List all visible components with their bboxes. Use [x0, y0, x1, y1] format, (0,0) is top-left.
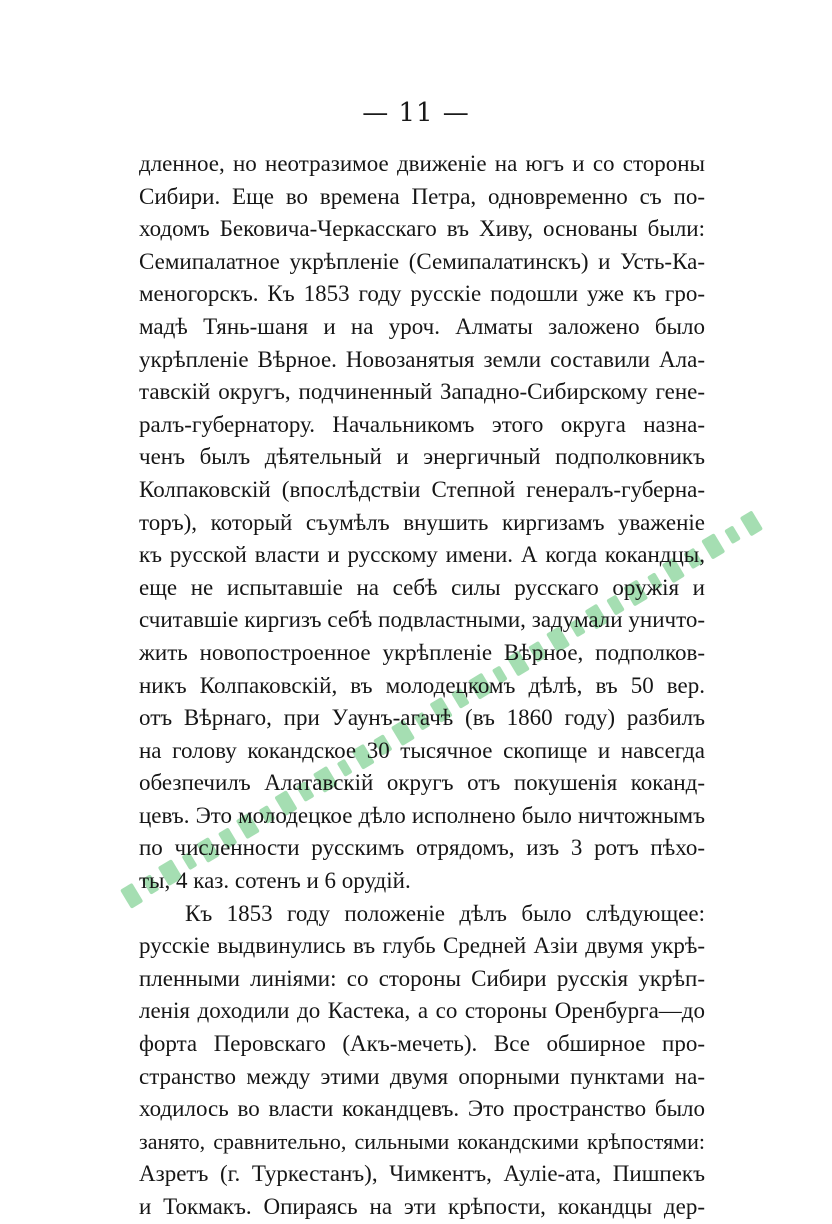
- page-number: — 11 —: [362, 98, 470, 128]
- text-line: ты, 4 каз. сотенъ и 6 орудій.: [139, 868, 411, 894]
- text-line: укрѣпленіе Вѣрное. Новозанятыя земли составили Ала-: [139, 346, 705, 372]
- text-line: мадѣ Тянь-шаня и на уроч. Алматы заложено было: [139, 313, 705, 339]
- text-line: къ русской власти и русскому имени. А когда кокандцы,: [139, 542, 705, 568]
- paragraph-2: [139, 898, 705, 1224]
- text-line: обезпечилъ Алатавскій округъ отъ покушенія коканд-: [139, 770, 705, 796]
- text-line: меногорскъ. Къ 1853 году русскіе подошли уже къ гро-: [139, 281, 705, 307]
- text-line: Семипалатное укрѣпленіе (Семипалатинскъ) и Усть-Ка-: [139, 248, 705, 274]
- body-text: [139, 148, 705, 1224]
- text-line: ченъ былъ дѣятельный и энергичный подполковникъ: [139, 444, 705, 470]
- text-line: торъ), который съумѣлъ внушить киргизамъ уваженіе: [139, 509, 705, 535]
- text-line: странство между этими двумя опорными пунктами на-: [139, 1063, 705, 1089]
- text-line: отъ Вѣрнаго, при Уаунъ-агачѣ (въ 1860 году) разбилъ: [139, 705, 705, 731]
- text-line: никъ Колпаковскій, въ молодецкомъ дѣлѣ, въ 50 вер.: [139, 672, 705, 698]
- text-line: ралъ-губернатору. Начальникомъ этого округа назна-: [139, 411, 705, 437]
- text-line: ленія доходили до Кастека, а со стороны Оренбурга—до: [139, 998, 705, 1024]
- text-line: по численности русскимъ отрядомъ, изъ 3 ротъ пѣхо-: [139, 835, 705, 861]
- text-line: еще не испытавшіе на себѣ силы русскаго оружія и: [139, 574, 705, 600]
- text-line: и Токмакъ. Опираясь на эти крѣпости, кокандцы дер-: [139, 1194, 705, 1219]
- text-line: пленными линіями: со стороны Сибири русскія укрѣп-: [139, 965, 705, 991]
- text-line: форта Перовскаго (Акъ-мечеть). Все обширное про-: [139, 1031, 705, 1057]
- text-line: Сибири. Еще во времена Петра, одновременно съ по-: [139, 183, 705, 209]
- text-line: дленное, но неотразимое движеніе на югъ и со стороны: [139, 151, 705, 176]
- text-line: русскіе выдвинулись въ глубь Средней Азіи двумя укрѣ-: [139, 933, 705, 959]
- text-line: считавшіе киргизъ себѣ подвластными, задумали уничто-: [139, 607, 705, 633]
- text-line: жить новопостроенное укрѣпленіе Вѣрное, подполков-: [139, 639, 705, 665]
- paragraph-1: [139, 148, 705, 898]
- text-line: занято, сравнительно, сильными кокандскими крѣпостями:: [139, 1128, 705, 1154]
- text-line: ходилось во власти кокандцевъ. Это пространство было: [139, 1096, 705, 1122]
- text-line: цевъ. Это молодецкое дѣло исполнено было ничтожнымъ: [139, 802, 705, 828]
- text-line: Къ 1853 году положеніе дѣлъ было слѣдующее:: [185, 900, 705, 926]
- text-line: Азретъ (г. Туркестанъ), Чимкентъ, Ауліе-ата, Пишпекъ: [139, 1161, 705, 1187]
- text-line: на голову кокандское 30 тысячное скопище и навсегда: [139, 737, 705, 763]
- text-line: Колпаковскій (впослѣдствіи Степной генералъ-губерна-: [139, 476, 705, 502]
- text-line: тавскій округъ, подчиненный Западно-Сибирскому гене-: [139, 379, 705, 405]
- text-line: ходомъ Бековича-Черкасскаго въ Хиву, основаны были:: [139, 216, 705, 242]
